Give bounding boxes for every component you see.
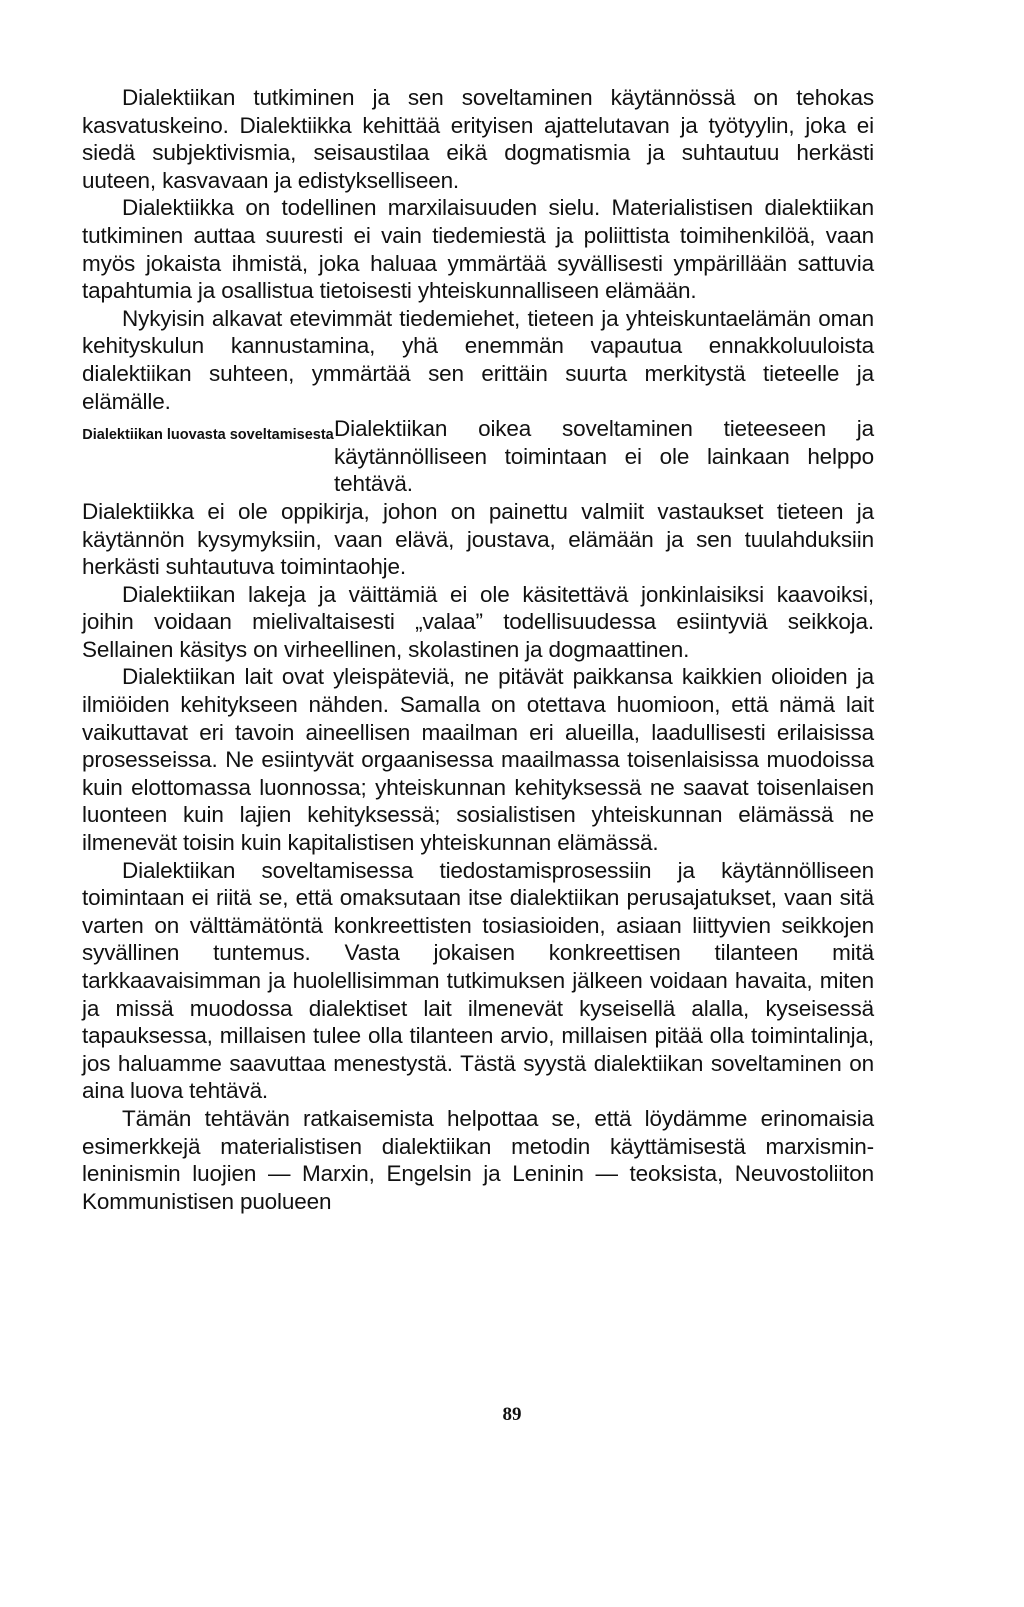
paragraph-1: Dialektiikan tutkiminen ja sen soveltaminen käytännössä on tehokas kasvatuskeino. Dialektiikka kehittää erityisen ajattelutavan ja työtyylin, joka ei siedä subjektivismia, seisaustilaa eikä dogmatismia ja suhtautuu herkästi uuteen, kasvavaan ja edistykselliseen. <box>82 85 874 193</box>
side-heading-text: Dialektiikan oikea soveltaminen tieteeseen ja käytännölliseen toimintaan ei ole lainkaan helppo tehtävä. <box>334 416 874 497</box>
paragraph-3: Nykyisin alkavat etevimmät tiedemiehet, tieteen ja yhteiskuntaelämän oman kehityskulun kannustamina, yhä enemmän vapautua ennakkoluuloista dialektiikan suhteen, ymmärtää sen erittäin suurta merkitystä tieteelle ja elämälle. <box>82 305 874 414</box>
side-heading-block <box>82 415 874 498</box>
paragraph-5: Dialektiikan lakeja ja väittämiä ei ole käsitettävä jonkinlaisiksi kaavoiksi, joihin voidaan mielivaltaisesti „valaa” todellisuudessa esiintyviä seikkoja. Sellainen käsitys on virheellinen, skolastinen ja dogmaattinen. <box>82 581 874 662</box>
paragraph-2: Dialektiikka on todellinen marxilaisuuden sielu. Materialistisen dialektiikan tutkiminen auttaa suuresti ei vain tiedemiestä ja poliittista toimihenkilöä, vaan myös jokaista ihmistä, joka haluaa ymmärtää syvällisesti ympärillään sattuvia tapahtumia ja osallistua tietoisesti yhteiskunnalliseen elämään. <box>82 195 874 304</box>
paragraph-7: Dialektiikan soveltamisessa tiedostamisprosessiin ja käytännölliseen toimintaan ei riitä se, että omaksutaan itse dialektiikan perusajatukset, vaan sitä varten on välttämätöntä konkreettisten tosiasioiden, asiaan liittyvien seikkojen syvällinen tuntemus. Vasta jokaisen konkreettisen tilanteen mitä tarkkaavaisimman ja huolellisimman tutkimuksen jälkeen voidaan havaita, miten ja missä muodossa dialektiset lait ilmenevät kyseisellä alalla, kyseisessä tapauksessa, millaisen tulee olla tilanteen arvio, millaisen pitää olla toimintalinja, jos haluamme saavuttaa menestystä. Tästä syystä dialektiikan soveltaminen on aina luova tehtävä. <box>82 857 874 1104</box>
page-number: 89 <box>502 1404 522 1425</box>
paragraph-6: Dialektiikan lait ovat yleispäteviä, ne pitävät paikkansa kaikkien olioiden ja ilmiöiden kehitykseen nähden. Samalla on otettava huomioon, että nämä lait vaikuttavat eri tavoin aineellisen maailman eri alueilla, laadullisesti erilaisissa prosesseissa. Ne esiintyvät orgaanisessa maailmassa toisenlaisissa muodoissa kuin elottomassa luonnossa; yhteiskunnan kehityksessä ne saavat toisenlaisen luonteen kuin lajien kehityksessä; sosialistisen yhteiskunnan elämässä ne ilmenevät toisin kuin kapitalistisen yhteiskunnan elämässä. <box>82 664 874 856</box>
side-heading: Dialektiikan luovasta soveltamisesta <box>82 427 334 444</box>
paragraph-8: Tämän tehtävän ratkaisemista helpottaa se, että löydämme erinomaisia esimerkkejä materialistisen dialektiikan metodin käyttämisestä marxismin-leninismin luojien — Marxin, Engelsin ja Leninin — teoksista, Neuvostoliiton Kommunistisen puolueen <box>82 1105 874 1214</box>
paragraph-continuation: Dialektiikka ei ole oppikirja, johon on painettu valmiit vastaukset tieteen ja käytännön kysymyksiin, vaan elävä, joustava, elämään ja sen tuulahduksiin herkästi suhtautuva toimintaohje. <box>82 498 874 580</box>
page-body <box>82 84 874 1215</box>
